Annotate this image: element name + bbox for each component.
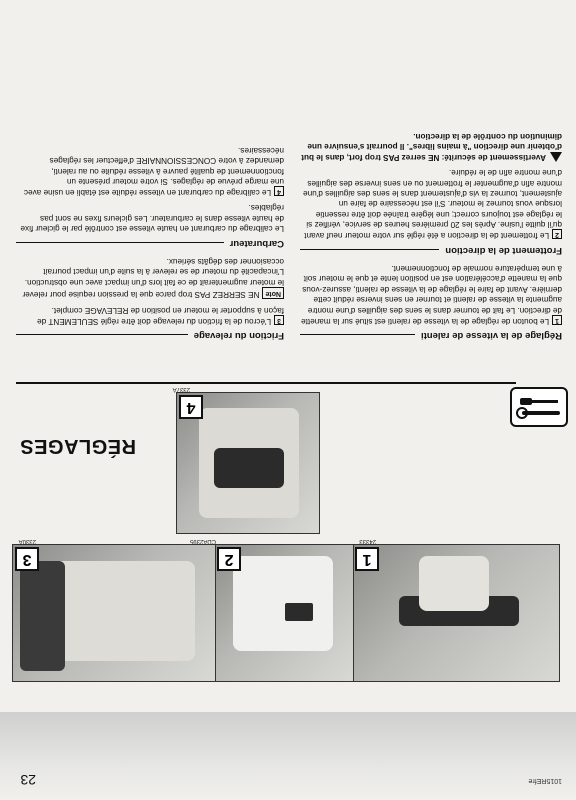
figure-1-code: 24333 [359, 538, 376, 544]
low-speed-paragraph: 4Le calibrage du carburant en vitesse réduite est établi en usine avec une marge prévue de réglages. Si votre moteur présente un fonctionnement de qualité pauvre à vitesse réduite ou au ralenti, demandez à votre CONCESSIONNAIRE d'effectuer les réglages nécessaires. [23, 145, 284, 197]
figure-4-number: 4 [179, 395, 203, 419]
tools-icon [510, 387, 568, 427]
page-bottom-shadow [0, 712, 576, 800]
warning-icon [550, 152, 562, 162]
idle-speed-paragraph: 1Le bouton de réglage de la vitesse de ralenti est situé sur la manette de direction. Le fait de tourner dans le sens des aiguilles d'une montre augmente la vitesse de ralenti et tourner en sens inverse réduit cette dernière. Avant de faire le réglage de la vitesse de ralenti, assurez-vous que la manette d'accélération est en position lente et que le moteur soit à une température normale de fonctionnement. [301, 263, 562, 326]
figure-4-code: 2337A [172, 386, 190, 392]
page-number: 23 [20, 772, 36, 788]
steering-friction-paragraph: 2Le frottement de la direction a été réglé sur votre moteur neuf avant qu'il quitte l'usine. Après les 20 premières heures de service, vérifiez si le réglage est toujours correct; une légère traînée doit être ressentie lorsque vous tournez le moteur. S'il est nécessaire de faire un ajustement, tournez la vis d'ajustement dans le sens des aiguilles d'une montre afin d'augmenter le frottement ou en sens inverse des aiguilles d'une montre afin de le réduire. [303, 168, 562, 241]
figure-2-label-plate [285, 603, 313, 621]
figure-2-cover [233, 556, 333, 651]
heading-tilt-friction: Friction du relevage [16, 330, 284, 340]
heading-steering-friction: Frottement de la direction [300, 244, 562, 254]
figure-2-photo [214, 544, 354, 682]
safety-warning: Avertissement de sécurité: NE serrez PAS trop fort, dans le but d'obtenir une direction "à mains libres". Il pourrait s'ensuivre une diminution du contrôle de la direction. [301, 131, 562, 162]
heading-carburetor: Carburateur [16, 237, 284, 247]
figure-1-number: 1 [355, 547, 379, 571]
section-rule [16, 382, 516, 384]
tilt-note: NoteNE SERREZ PAS trop parce que la pression requise pour relever le moteur augmenterait de ce fait lors d'un impact avec une obstruction. L'incapacité du moteur de se relever à la suite d'un impact pourrait occasionner des dégâts sérieux. [22, 256, 284, 300]
section-title: RÉGLAGES [19, 435, 136, 457]
figure-1-photo [352, 544, 560, 682]
heading-idle-speed: Réglage de la vitesse de ralenti [300, 330, 562, 340]
figure-1-hand [419, 556, 489, 611]
figure-3-bracket [45, 561, 195, 661]
figure-4-photo [176, 392, 320, 534]
doc-reference: 1015REfre [528, 777, 562, 784]
carburetor-paragraph: Le calibrage du carburant en haute vitesse est contrôlé par le gicleur fixe de haute vitesse dans le carburateur. Les gicleurs fixes ne sont pas réglables. [20, 203, 284, 234]
figure-3-number: 3 [15, 547, 39, 571]
figure-3-code: 2330A [18, 538, 36, 544]
tilt-friction-paragraph: 3L'écrou de la friction du relevage doit être réglé SEULEMENT de façon à supporter le moteur en position de RELEVAGE complet. [37, 305, 284, 326]
right-column [16, 139, 284, 348]
figure-2-number: 2 [217, 547, 241, 571]
figure-3-photo [12, 544, 216, 682]
left-column [300, 125, 562, 348]
figure-3-shadow-area [20, 561, 65, 671]
figure-2-code: CDA2395 [189, 538, 216, 544]
figure-4-carburetor-detail [214, 448, 284, 488]
